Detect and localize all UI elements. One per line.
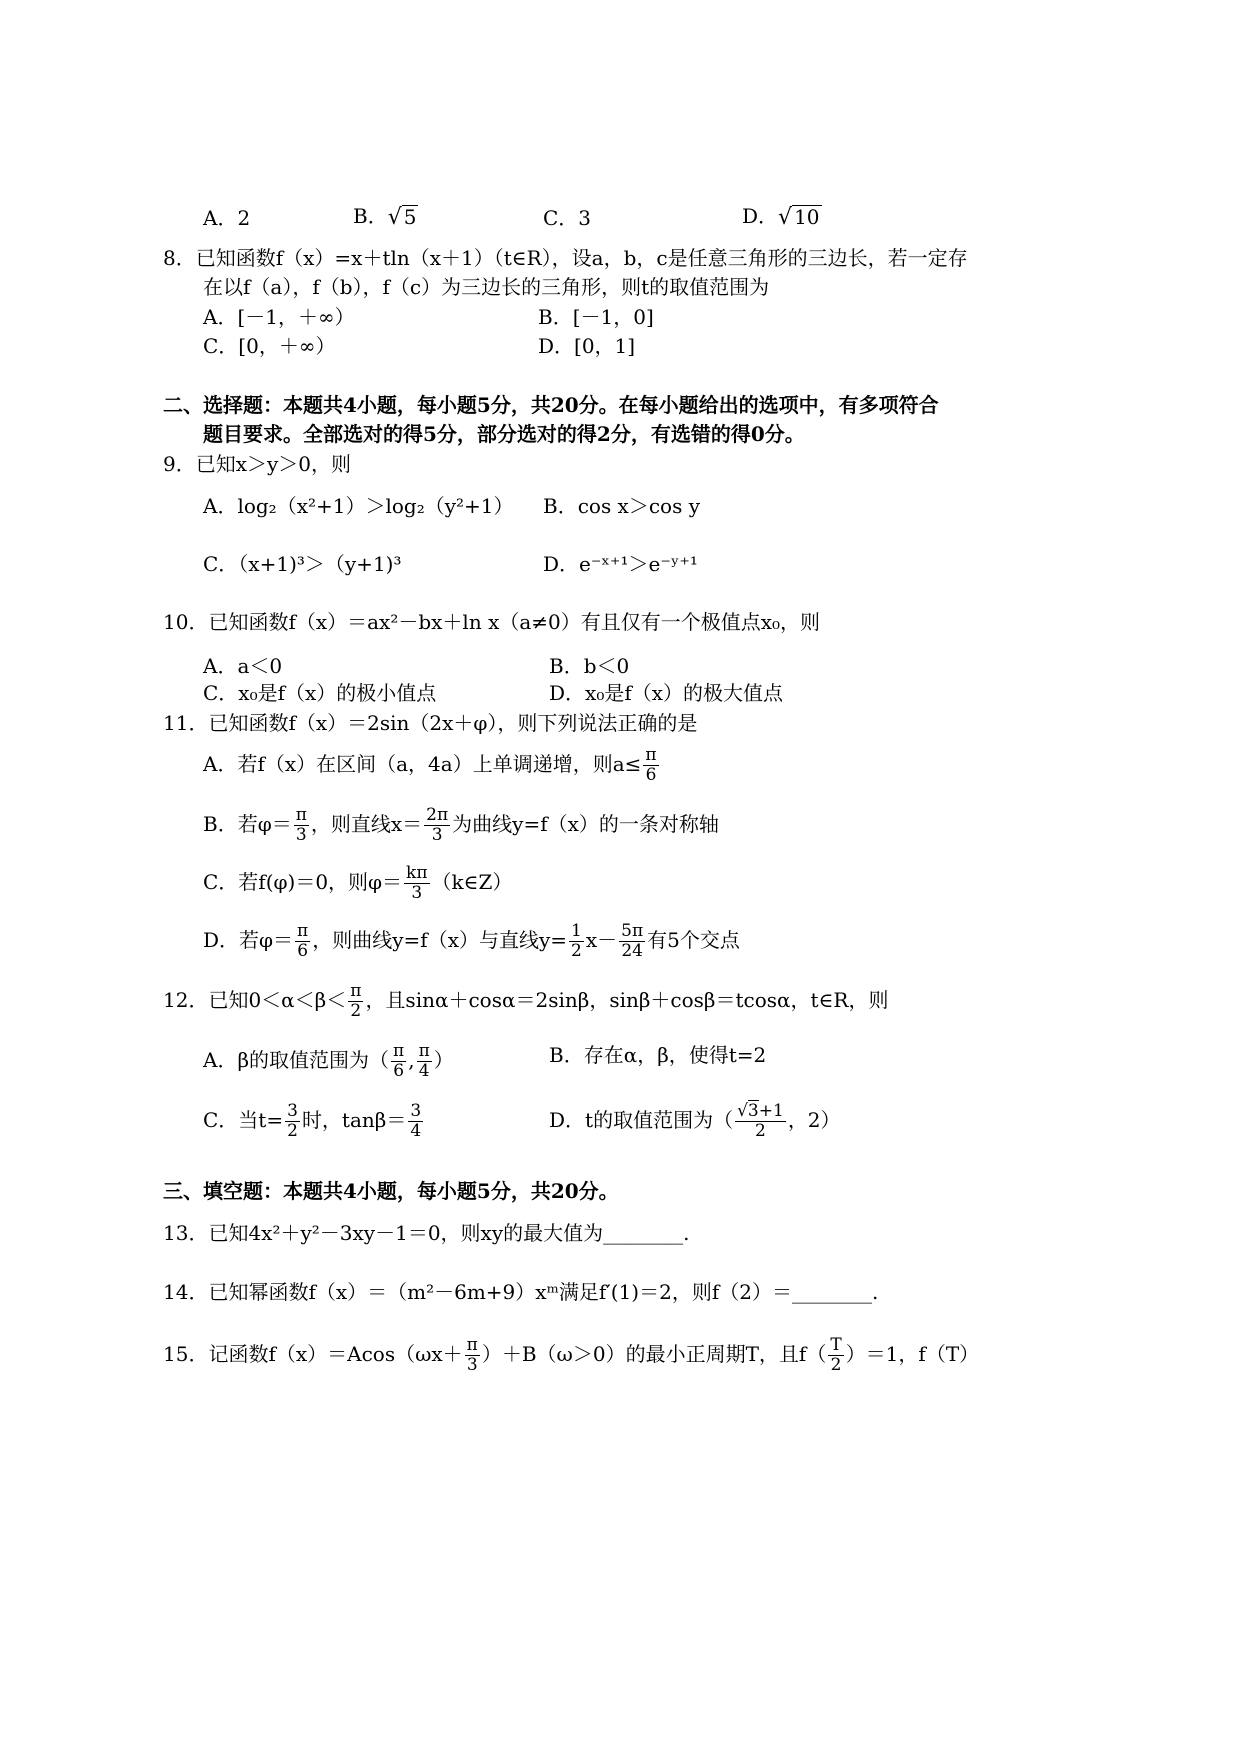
fraction: [424, 806, 450, 845]
fraction: [295, 922, 310, 961]
section-2-heading-line2: 题目要求。全部选对的得5分，部分选对的得2分，有选错的得0分。: [203, 422, 805, 446]
q8-option-b: B．[－1，0]: [538, 305, 654, 329]
q12-stem: [163, 982, 888, 1021]
section-2-heading-line1: 二、选择题：本题共4小题，每小题5分，共20分。在每小题给出的选项中，有多项符合: [163, 393, 939, 417]
fraction: [285, 1102, 300, 1141]
q12-d-text-post: ，2）: [787, 1108, 841, 1132]
fraction: [408, 1102, 423, 1141]
q7-option-b-radicand: 5: [403, 205, 417, 229]
numerator: T: [830, 1335, 842, 1355]
q9-option-c: C．（x+1)³＞（y+1)³: [203, 552, 402, 576]
q8-option-c: C．[0，＋∞）: [203, 334, 336, 358]
q15-text-post: ）＝1，f（T）: [845, 1342, 980, 1366]
q7-option-c: C．3: [543, 206, 592, 230]
q12-option-b: B．存在α，β，使得t=2: [549, 1043, 767, 1067]
fraction: [294, 806, 309, 845]
q12-option-a: [203, 1042, 454, 1081]
q11-b-text-mid: ，则直线x＝: [310, 812, 423, 836]
q15-text: [163, 1336, 979, 1375]
denominator: 3: [295, 825, 307, 845]
q10-option-d: D．x₀是f（x）的极大值点: [549, 681, 784, 705]
fraction: [735, 1102, 786, 1141]
fraction: [391, 1042, 406, 1081]
section-3-heading: 三、填空题：本题共4小题，每小题5分，共20分。: [163, 1179, 619, 1203]
denominator: 6: [645, 765, 657, 785]
q7-option-d: [742, 203, 822, 231]
numerator-tail: +1: [758, 1101, 784, 1121]
q11-b-text: B．若φ＝: [203, 812, 292, 836]
q12-stem-text: 12．已知0＜α＜β＜: [163, 988, 347, 1012]
q12-stem-text-post: ，且sinα＋cosα＝2sinβ，sinβ＋cosβ＝tcosα，t∈R，则: [365, 988, 889, 1012]
q9-option-b: B．cos x＞cos y: [543, 494, 701, 518]
denominator: 4: [410, 1121, 422, 1141]
fraction: [417, 1042, 432, 1081]
fraction: [348, 982, 363, 1021]
q11-d-text-post: 有5个交点: [647, 928, 740, 952]
q11-b-text-post: 为曲线y=f（x）的一条对称轴: [452, 812, 719, 836]
q12-c-text: C．当t=: [203, 1108, 284, 1132]
denominator: 2: [571, 941, 582, 961]
q10-option-c: C．x₀是f（x）的极小值点: [203, 681, 437, 705]
denominator: 3: [466, 1355, 478, 1375]
fraction: [828, 1336, 843, 1375]
numerator: π: [297, 921, 309, 941]
numerator: π: [466, 1335, 478, 1355]
numerator: π: [418, 1041, 430, 1061]
denominator: 3: [411, 883, 423, 903]
q12-option-d: [549, 1102, 841, 1141]
q12-d-text: D．t的取值范围为（: [549, 1108, 734, 1132]
fraction: [465, 1336, 480, 1375]
q8-option-d: D．[0，1]: [538, 334, 636, 358]
denominator: 2: [350, 1001, 362, 1021]
q11-d-text-mid: ，则曲线y=f（x）与直线y=: [312, 928, 568, 952]
denominator: 2: [287, 1121, 298, 1141]
q8-option-a: A．[－1，＋∞）: [203, 305, 355, 329]
q11-option-a: [203, 746, 661, 785]
q11-option-c: [203, 864, 512, 903]
numerator: 1: [571, 921, 582, 941]
fraction: [643, 746, 658, 785]
denominator: 6: [297, 941, 309, 961]
q12-a-text-post: ）: [433, 1048, 454, 1072]
q7-option-d-label: D．: [742, 204, 779, 228]
numerator: 2π: [426, 805, 449, 825]
q15-text-pre: 15．记函数f（x）＝Acos（ωx＋: [163, 1342, 463, 1366]
fraction: [619, 922, 645, 961]
sqrt-sign: √ 5: [387, 205, 417, 230]
numerator: 5π: [621, 921, 644, 941]
q11-c-text: C．若f(φ)＝0，则φ＝: [203, 870, 403, 894]
q9-option-d: D．e⁻ˣ⁺¹＞e⁻ʸ⁺¹: [543, 552, 698, 576]
q7-option-b: [353, 203, 418, 231]
denominator: 6: [393, 1061, 405, 1081]
numerator: 3: [410, 1101, 422, 1121]
fraction: [569, 922, 584, 961]
q10-option-a: A．a＜0: [203, 654, 283, 678]
sqrt-sign: √ 10: [778, 205, 820, 230]
q11-c-text-post: （k∈Z）: [431, 870, 513, 894]
radicand: 3: [747, 1101, 759, 1121]
q11-d-text-mid2: x－: [585, 928, 618, 952]
q12-option-c: [203, 1102, 425, 1141]
q10-stem: 10．已知函数f（x）＝ax²－bx＋ln x（a≠0）有且仅有一个极值点x₀，则: [163, 610, 821, 634]
numerator: π: [393, 1041, 405, 1061]
q15-text-mid: ）＋B（ω＞0）的最小正周期T，且f（: [481, 1342, 827, 1366]
numerator: [735, 1102, 786, 1122]
numerator: π: [295, 805, 307, 825]
numerator: π: [350, 981, 362, 1001]
q8-stem-line1: 8．已知函数f（x）=x＋tln（x＋1）（t∈R），设a，b，c是任意三角形的三边长，若一定存: [163, 246, 968, 270]
q11-d-text: D．若φ＝: [203, 928, 294, 952]
q10-option-b: B．b＜0: [549, 654, 630, 678]
q9-option-a: A．log₂（x²+1）＞log₂（y²+1）: [203, 494, 514, 518]
denominator: 2: [830, 1355, 842, 1375]
q11-option-b: [203, 806, 719, 845]
denominator: 2: [755, 1121, 766, 1141]
numerator: 3: [287, 1101, 298, 1121]
q13-text: 13．已知4x²＋y²－3xy－1＝0，则xy的最大值为________.: [163, 1221, 690, 1245]
q9-stem: 9．已知x＞y＞0，则: [163, 452, 352, 476]
q8-stem-line2: 在以f（a），f（b），f（c）为三边长的三角形，则t的取值范围为: [203, 275, 770, 299]
numerator: kπ: [406, 863, 428, 883]
q12-a-text: A．β的取值范围为（: [203, 1048, 390, 1072]
q11-a-text: A．若f（x）在区间（a，4a）上单调递增，则a≤: [203, 752, 642, 776]
q12-c-text-mid: 时，tanβ＝: [301, 1108, 407, 1132]
q12-a-sep: ,: [408, 1048, 415, 1072]
q7-option-d-radicand: 10: [794, 205, 820, 229]
q7-option-a: A．2: [203, 206, 251, 230]
q7-option-b-label: B．: [353, 204, 388, 228]
sqrt-sign: √: [737, 1101, 748, 1121]
numerator: π: [645, 745, 657, 765]
fraction: [404, 864, 429, 903]
q11-stem: 11．已知函数f（x）＝2sin（2x＋φ），则下列说法正确的是: [163, 711, 698, 735]
denominator: 3: [431, 825, 443, 845]
denominator: 4: [418, 1061, 430, 1081]
q11-option-d: [203, 922, 740, 961]
q14-text: 14．已知幂函数f（x）＝（m²－6m+9）xᵐ满足f′(1)＝2，则f（2）＝________.: [163, 1280, 879, 1304]
denominator: 24: [621, 941, 643, 961]
